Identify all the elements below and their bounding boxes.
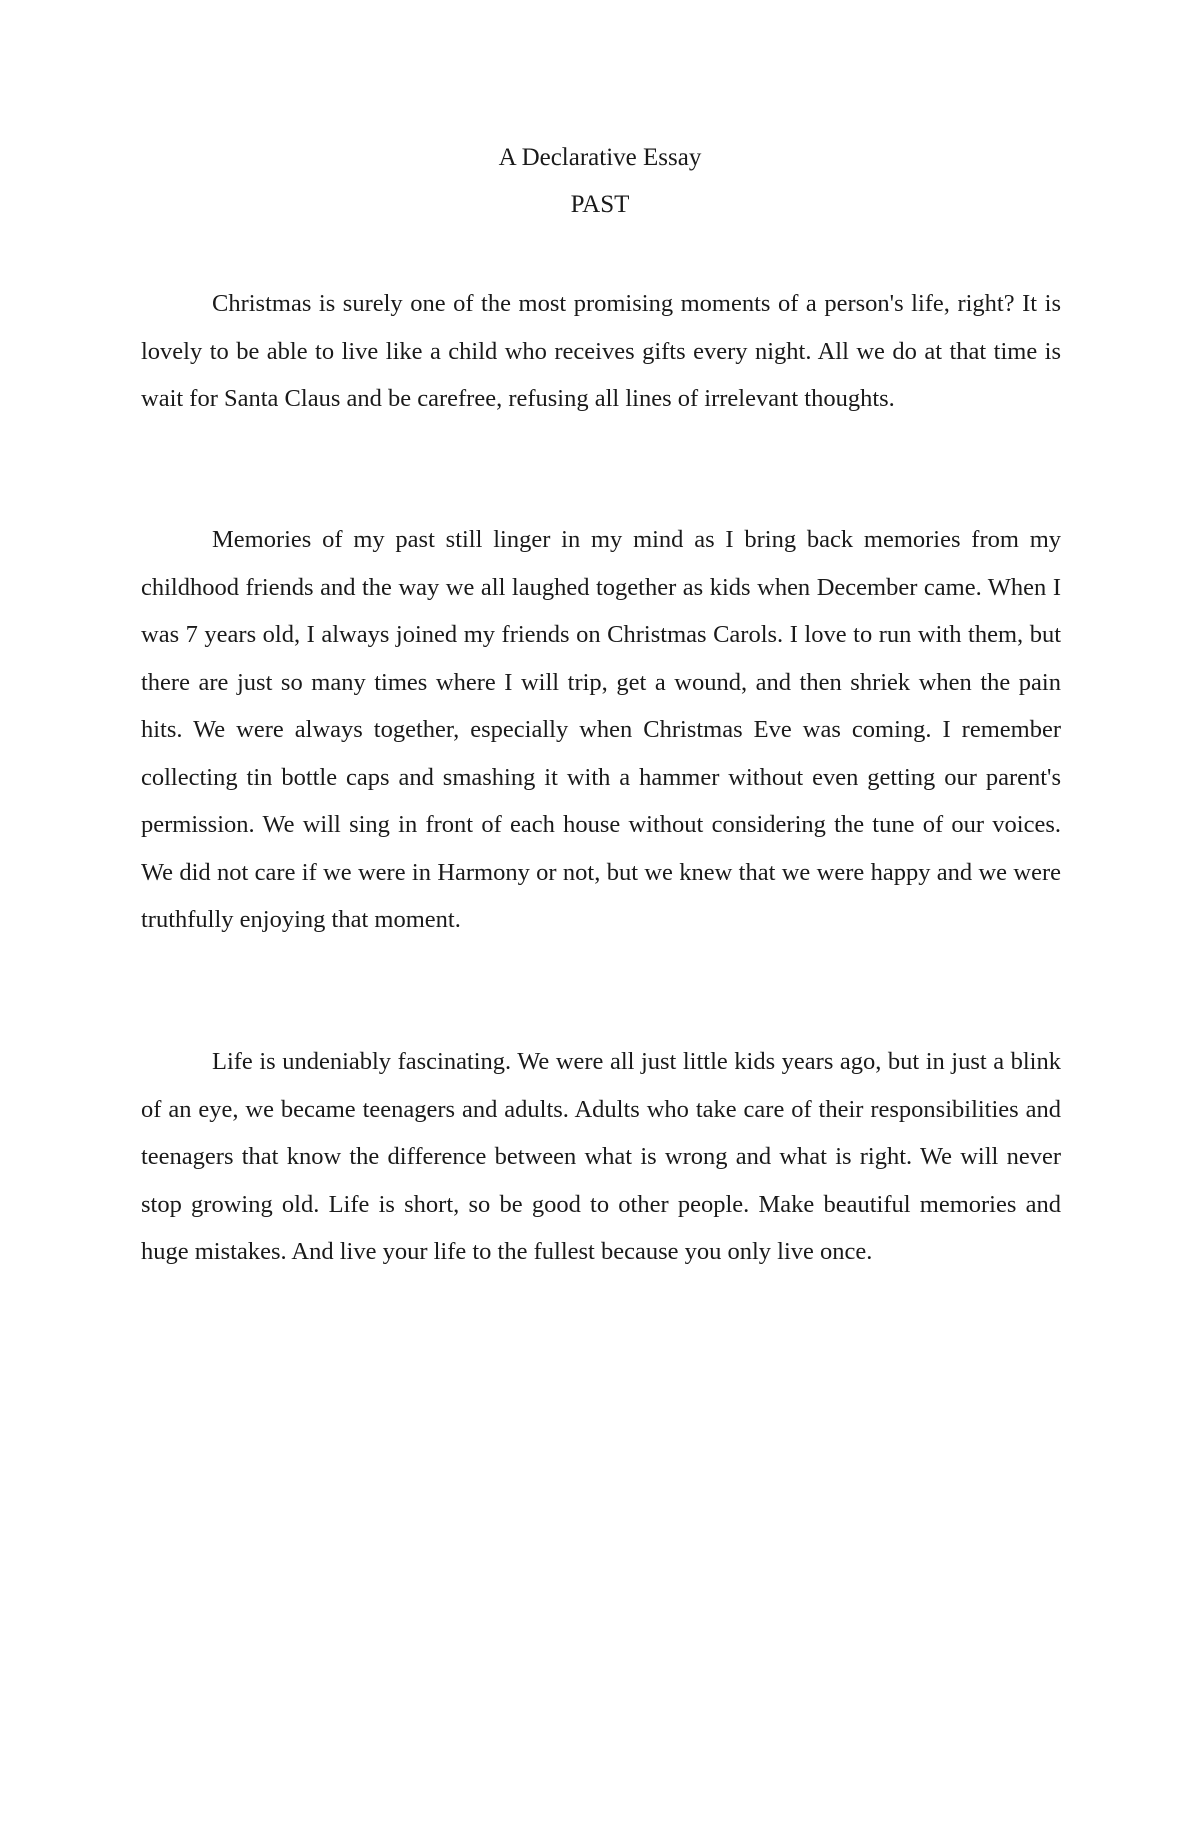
paragraph-2: Memories of my past still linger in my mind as I bring back memories from my childhood friends and the way we all laughed together as kids when December came. When I was 7 years old, I always joined my friends on Christmas Carols. I love to run with them, but there are just so many times where I will trip, get a wound, and then shriek when the pain hits. We were always together, especially when Christmas Eve was coming. I remember collecting tin bottle caps and smashing it with a hammer without even getting our parent's permission. We will sing in front of each house without considering the tune of our voices. We did not care if we were in Harmony or not, but we knew that we were happy and we were truthfully enjoying that moment. [141,526,1061,933]
paragraph-1: Christmas is surely one of the most promising moments of a person's life, right? It is lovely to be able to live like a child who receives gifts every night. All we do at that time is wait for Santa Claus and be carefree, refusing all lines of irrelevant thoughts. [141,290,1061,412]
paragraph-3: Life is undeniably fascinating. We were all just little kids years ago, but in just a blink of an eye, we became teenagers and adults. Adults who take care of their responsibilities and teenagers that know the difference between what is wrong and what is right. We will never stop growing old. Life is short, so be good to other people. Make beautiful memories and huge mistakes. And live your life to the fullest because you only live once. [141,1048,1061,1265]
essay-subtitle: PAST [570,191,630,218]
essay-title: A Declarative Essay [498,144,702,171]
